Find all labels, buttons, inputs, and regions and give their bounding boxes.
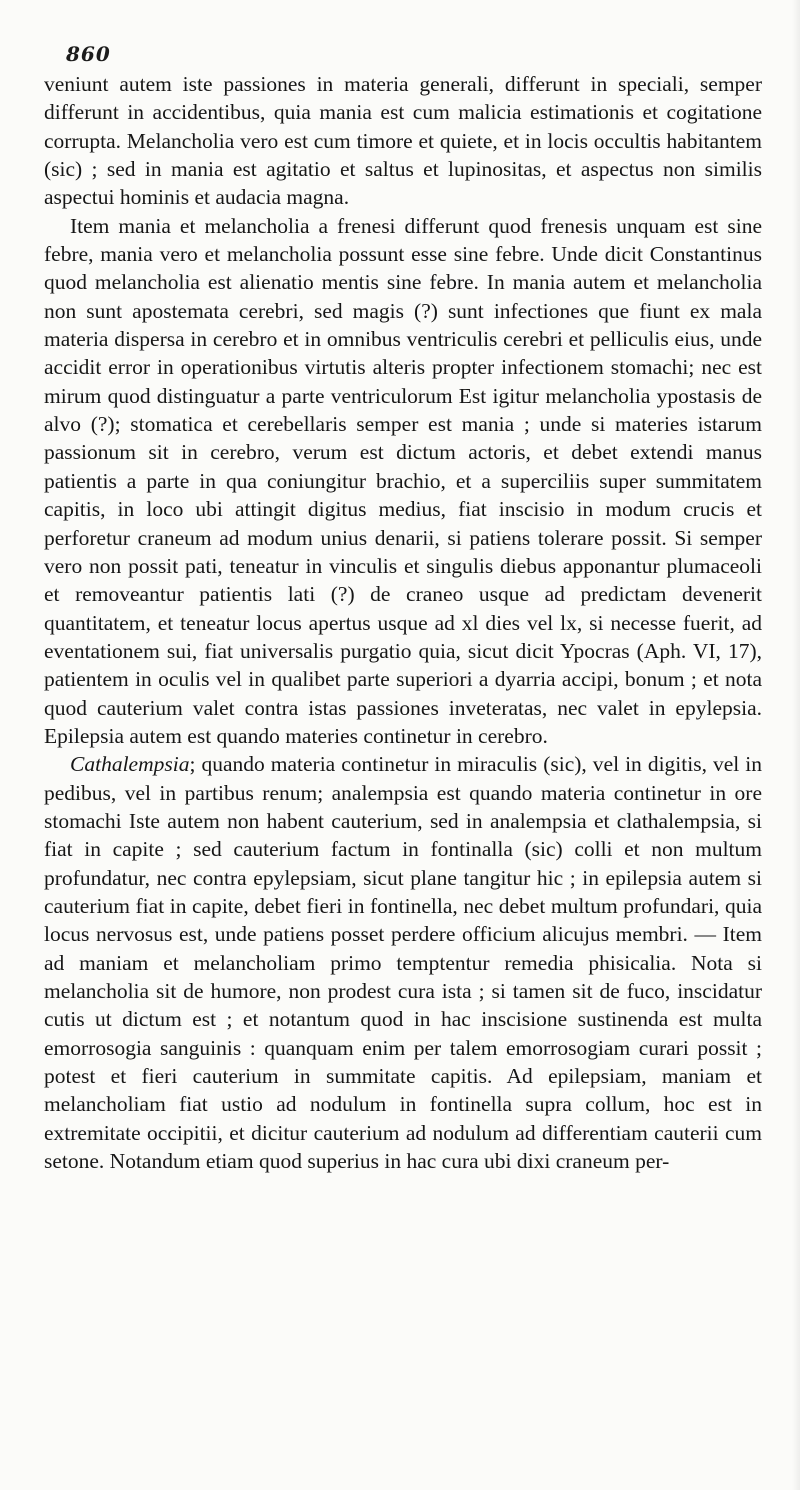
body-text — [44, 70, 762, 1175]
paragraph-1-text: veniunt autem iste passiones in materia generali, differunt in speciali, semper differunt in accidentibus, quia mania est cum malicia estimationis et cogitatione corrupta. Melancholia vero est cum timore et quiete, et in locis occultis habitantem (sic) ; sed in mania est agitatio et saltus et lupinositas, et aspectus non similis aspectui hominis et audacia magna. — [44, 72, 762, 210]
page-edge-shadow — [792, 0, 800, 1490]
paragraph-3 — [44, 750, 762, 1175]
paragraph-1 — [44, 70, 762, 212]
paragraph-2-text: Item mania et melancholia a frenesi differunt quod frenesis unquam est sine febre, mania vero et melancholia possunt esse sine febre. Unde dicit Constantinus quod melancholia est alienatio mentis sine febre. In mania autem et melancholia non sunt apostemata cerebri, sed magis (?) sunt infectiones que fiunt ex mala materia dispersa in cerebro et in omnibus ventriculis cerebri et pelliculis eius, unde accidit error in operationibus virtutis alteris propter infectionem stomachi; nec est mirum quod distinguatur a parte ventriculorum Est igitur melancholia ypostasis de alvo (?); stomatica et cerebellaris semper est mania ; unde si materies istarum passionum sit in cerebro, verum est dictum actoris, et debet extendi manus patientis a parte in qua coniungitur brachio, et a superciliis super summitatem capitis, in loco ubi attingit digitus medius, fiat inscisio in modum crucis et perforetur craneum ad modum unius denarii, si patiens tolerare possit. Si semper vero non possit pati, teneatur in vinculis et singulis diebus apponantur plumaceoli et removeantur patientis lati (?) de craneo usque ad predictam devenerit quantitatem, et teneatur locus apertus usque ad xl dies vel lx, si necesse fuerit, ad eventationem sui, fiat universalis purgatio quia, sicut dicit Ypocras (Aph. VI, 17), patientem in oculis vel in qualibet parte superiori a dyarria accipi, bonum ; et nota quod cauterium valet contra istas passiones inveteratas, nec valet in epylepsia. Epilepsia autem est quando materies continetur in cerebro. — [44, 213, 762, 748]
paragraph-2 — [44, 212, 762, 751]
page-number: 860 — [66, 42, 111, 66]
paragraph-3-text: ; quando materia continetur in miraculis (sic), vel in digitis, vel in pedibus, vel in partibus renum; analempsia est quando materia continetur in ore stomachi Iste autem non habent cauterium, sed in analempsia et clathalempsia, si fiat in capite ; sed cauterium factum in fontinalla (sic) colli et non multum profundatur, nec contra epylepsiam, sicut plane tangitur hic ; in epilepsia autem si cauterium fiat in capite, debet fieri in fontinella, nec debet multum profundari, quia locus nervosus est, unde patiens posset perdere officium alicujus membri. — Item ad maniam et melancholiam primo temptentur remedia phisicalia. Nota si melancholia sit de humore, non prodest cura ista ; si tamen sit de fuco, inscidatur cutis ut dictum est ; et notantum quod in hac inscisione sustinenda est multa emorrosogia sanguinis : quanquam enim per talem emorrosogiam curari possit ; potest et fieri cauterium in summitate capitis. Ad epilepsiam, maniam et melancholiam fiat ustio ad nodulum in fontinella supra collum, hoc est in extremitate occipitii, et dicitur cauterium ad nodulum ad differentiam cauterii cum setone. Notandum etiam quod superius in hac cura ubi dixi craneum per- — [44, 752, 762, 1174]
paragraph-3-lead-term: Cathalempsia — [70, 752, 190, 777]
